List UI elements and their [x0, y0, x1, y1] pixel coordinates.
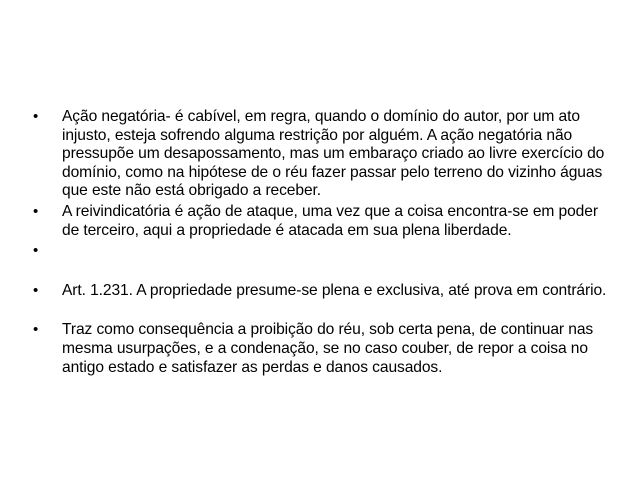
- bullet-text: A reivindicatória é ação de ataque, uma vez que a coisa encontra-se em poder de terceiro, aqui a propriedade é atacada em sua plena liberdade.: [62, 202, 598, 239]
- bullet-icon: •: [33, 202, 39, 220]
- bullet-item-reivindicatoria: [33, 203, 608, 240]
- bullet-icon: •: [33, 242, 39, 260]
- bullet-item-negatoria: [33, 108, 608, 201]
- bullet-text: Ação negatória- é cabível, em regra, quando o domínio do autor, por um ato injusto, esteja sofrendo alguma restrição por alguém. A ação negatória não pressupõe um desapossamento, mas um embaraço criado ao livre exercício do domínio, como na hipótese de o réu fazer passar pelo terreno do vizinho águas que este não está obrigado a receber.: [62, 108, 605, 200]
- bullet-item-empty: [33, 242, 608, 261]
- bullet-item-art-1231: [33, 282, 608, 301]
- bullet-icon: •: [33, 321, 39, 339]
- bullet-list: [33, 108, 608, 377]
- bullet-text: Art. 1.231. A propriedade presume-se plena e exclusiva, até prova em contrário.: [62, 281, 607, 299]
- bullet-item-consequencia: [33, 321, 608, 377]
- bullet-icon: •: [33, 281, 39, 299]
- bullet-icon: •: [33, 108, 39, 125]
- bullet-text: [62, 242, 66, 259]
- bullet-text: Traz como consequência a proibição do réu, sob certa pena, de continuar nas mesma usurpações, e a condenação, se no caso couber, de repor a coisa no antigo estado e satisfazer as perdas e danos causados.: [62, 321, 594, 376]
